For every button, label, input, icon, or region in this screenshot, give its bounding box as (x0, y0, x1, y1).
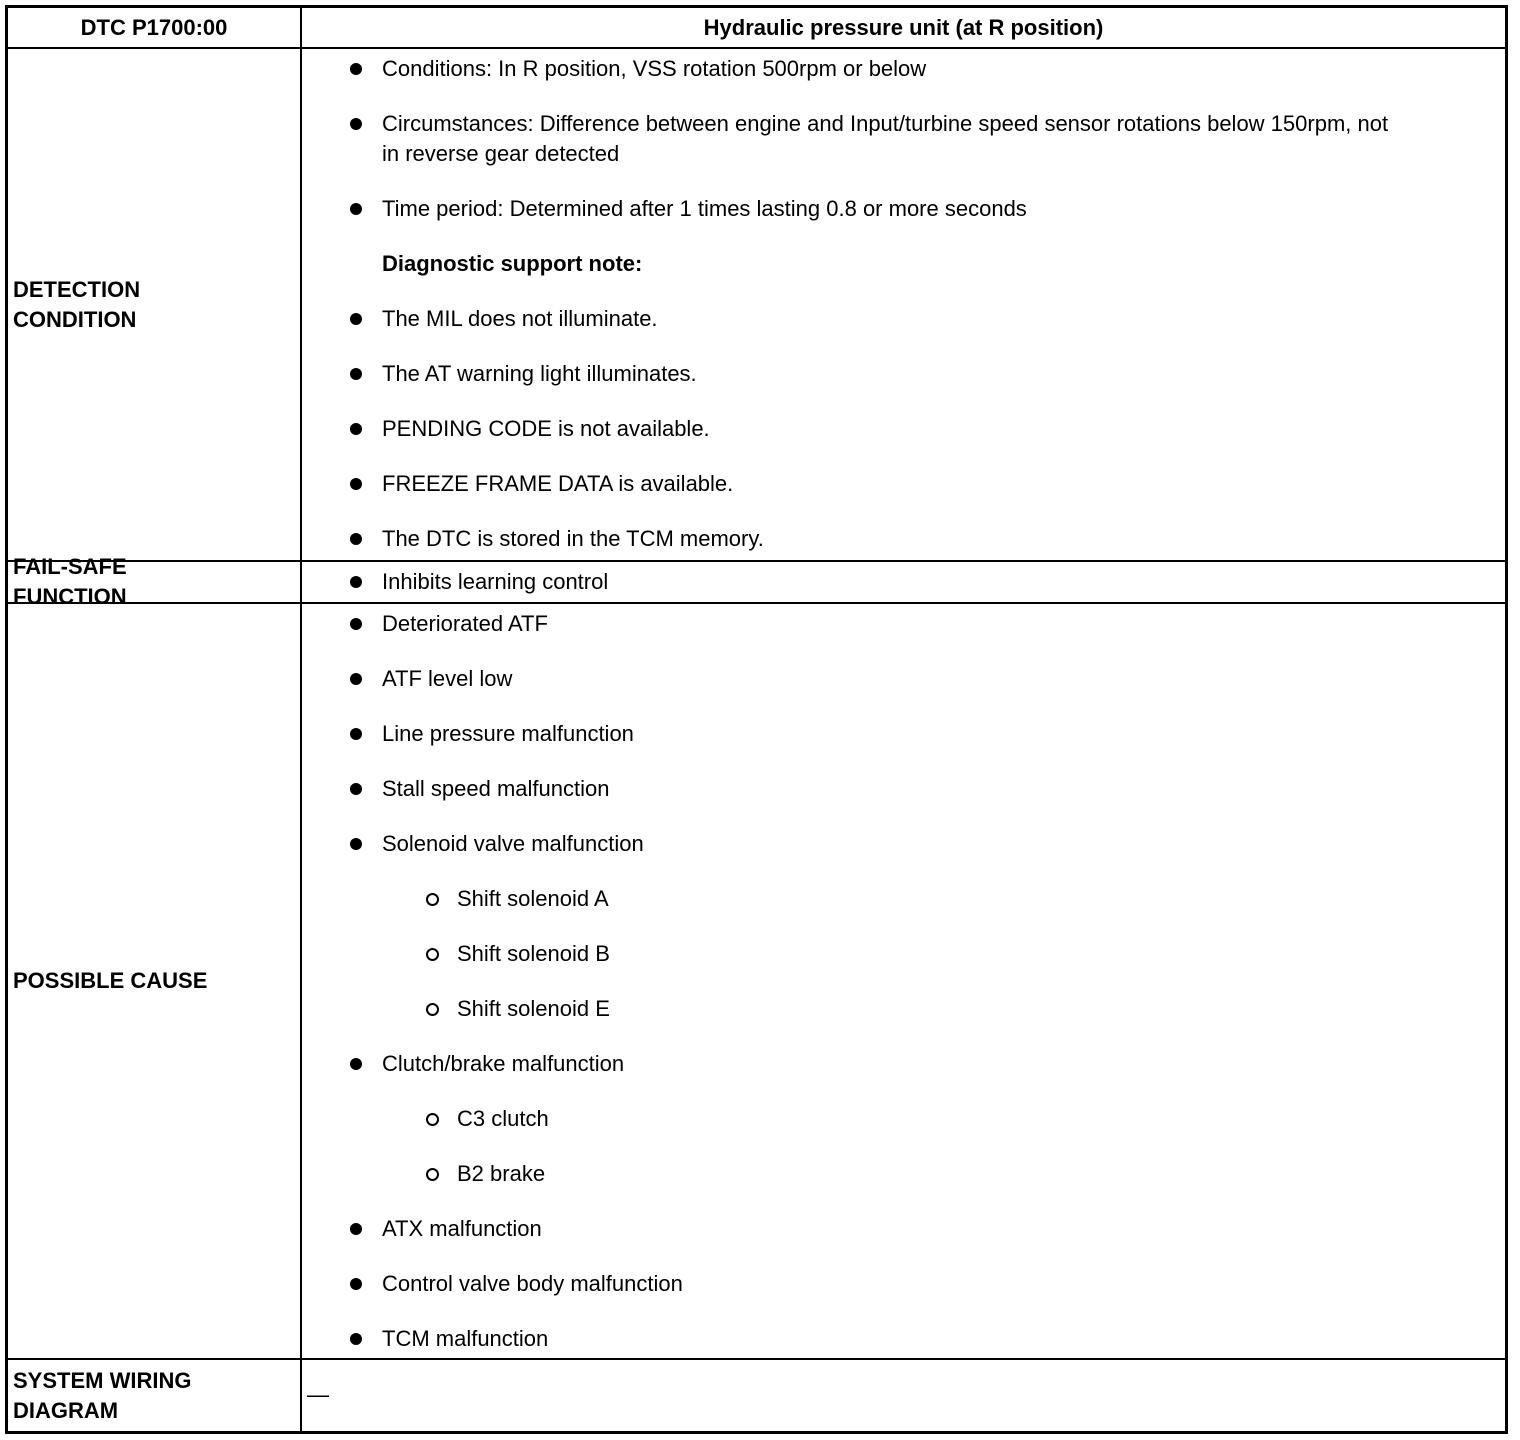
dtc-code-header (8, 8, 302, 49)
bullet-icon (350, 63, 362, 75)
bullet-icon (350, 838, 362, 850)
detection-condition-label: DETECTION CONDITION (13, 276, 141, 332)
wiring-diagram-label-cell (8, 1360, 302, 1431)
bullet-icon (350, 576, 362, 588)
possible-cause-label-cell (8, 604, 302, 1360)
bullet-icon (350, 478, 362, 490)
circle-bullet-icon (426, 1113, 439, 1126)
bullet-icon (350, 533, 362, 545)
wiring-diagram-value: — (307, 1382, 329, 1407)
circle-bullet-icon (426, 893, 439, 906)
failsafe-content: Inhibits learning control (302, 562, 1505, 604)
circle-bullet-icon (426, 948, 439, 961)
bullet-icon (350, 1058, 362, 1070)
detection-condition-content: Conditions: In R position, VSS rotation 500rpm or below Circumstances: Difference between engine and Input/turbine speed sensor rotations below 150rpm, not in reverse gear detected Time period: Determined after 1 times lasting 0.8 or more seconds Diagnostic support note: The MIL does not illuminate. The AT warning light illuminates. PENDING CODE is not available. FREEZE FRAME DATA is available. The DTC is stored in the TCM memory. (302, 49, 1505, 562)
failsafe-label-cell (8, 554, 302, 609)
bullet-icon (350, 423, 362, 435)
bullet-icon (350, 368, 362, 380)
bullet-icon (350, 728, 362, 740)
bullet-icon (350, 618, 362, 630)
bullet-icon (350, 673, 362, 685)
possible-cause-label: POSSIBLE CAUSE (13, 968, 208, 993)
wiring-diagram-label: SYSTEM WIRING DIAGRAM (13, 1367, 192, 1423)
wiring-diagram-content (302, 1360, 1505, 1431)
dtc-title-header (302, 8, 1505, 49)
detection-condition-label-cell (8, 49, 302, 562)
possible-cause-content: Deteriorated ATF ATF level low Line pressure malfunction Stall speed malfunction Solenoid valve malfunction Shift solenoid A Shift solenoid B Shift solenoid E Clutch/brake malfunction C3 clutch B2 brake ATX malfunction Control valve body malfunction TCM malfunction (302, 604, 1505, 1360)
dtc-title: Hydraulic pressure unit (at R position) (703, 14, 1104, 40)
bullet-icon (350, 203, 362, 215)
circle-bullet-icon (426, 1168, 439, 1181)
circle-bullet-icon (426, 1003, 439, 1016)
bullet-icon (350, 1223, 362, 1235)
bullet-icon (350, 313, 362, 325)
bullet-icon (350, 1278, 362, 1290)
dtc-table (5, 5, 1508, 1434)
bullet-icon (350, 783, 362, 795)
bullet-icon (350, 1333, 362, 1345)
bullet-icon (350, 118, 362, 130)
dtc-code: DTC P1700:00 (80, 14, 228, 40)
failsafe-label: FAIL-SAFE FUNCTION (13, 554, 127, 609)
